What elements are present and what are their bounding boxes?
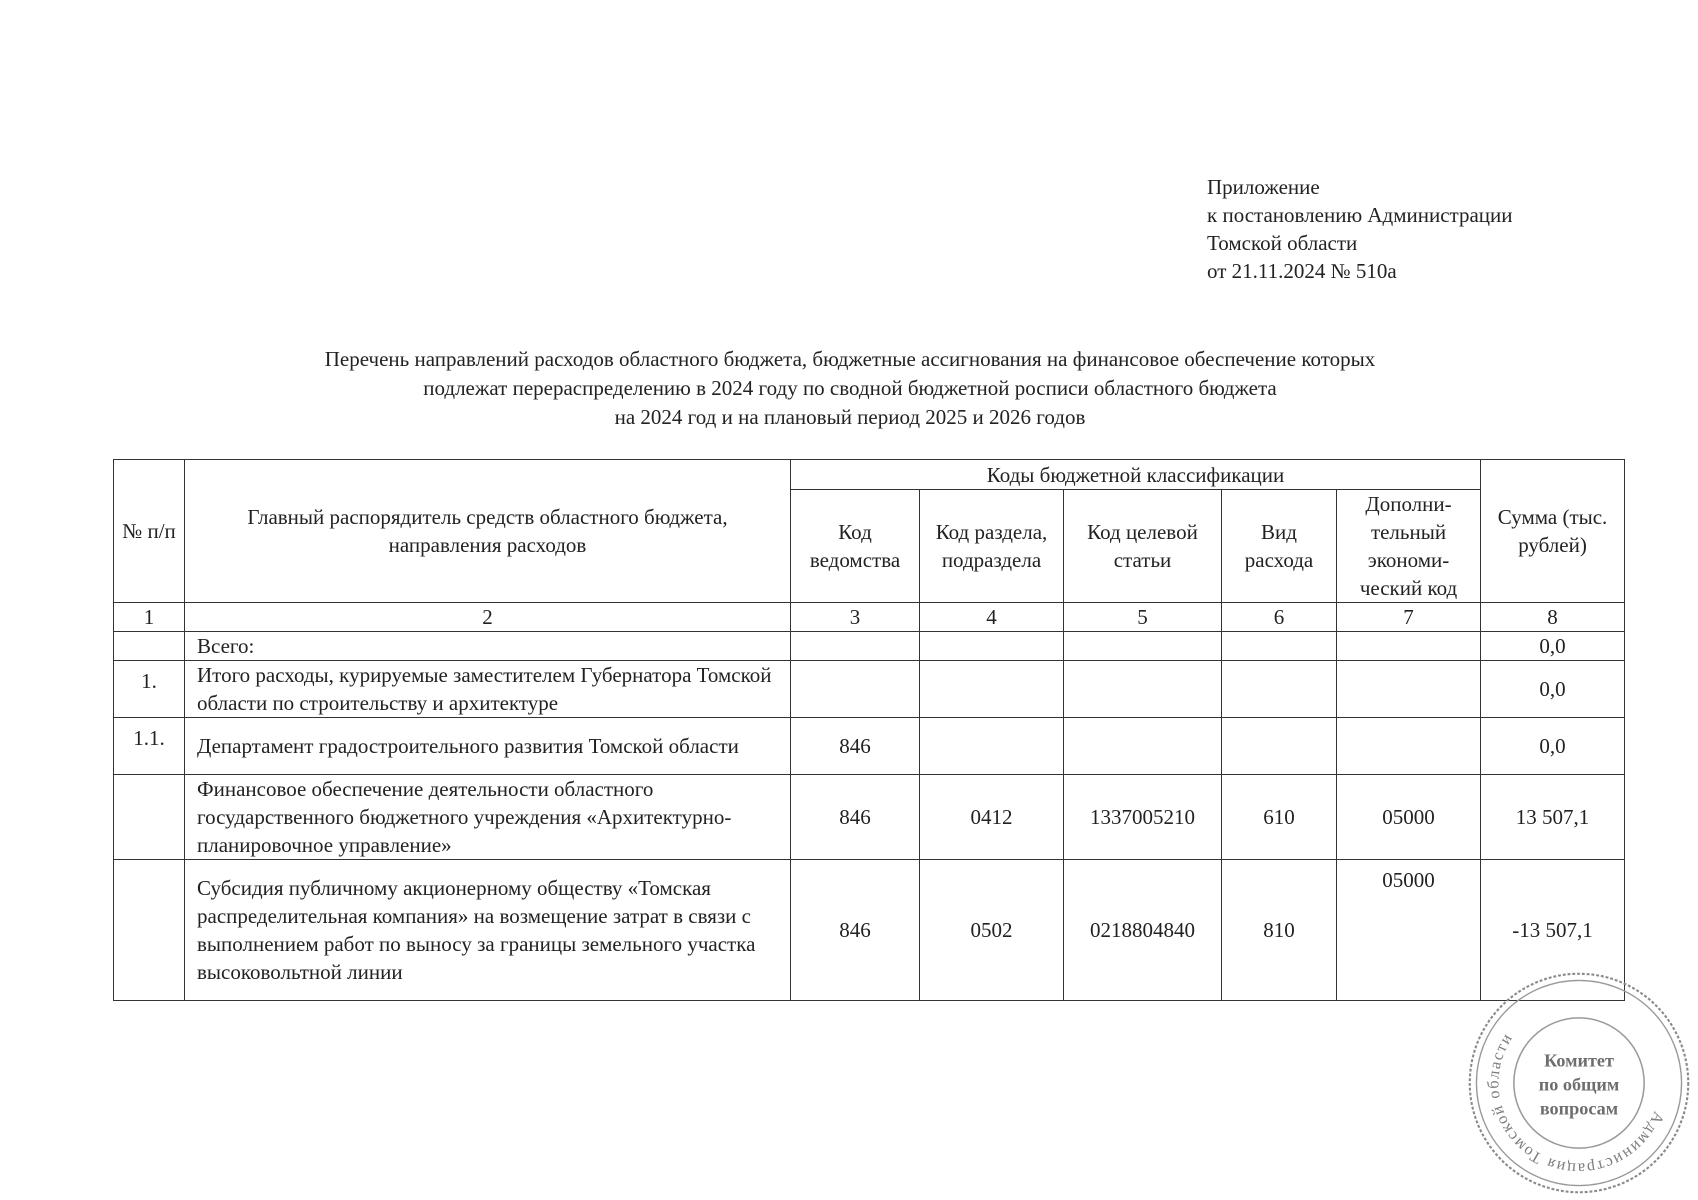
title-line: подлежат перераспределению в 2024 году по сводной бюджетной росписи областного бюджета [423,376,1277,400]
document-title [150,345,1550,432]
row-num [114,775,185,860]
title-line: на 2024 год и на плановый период 2025 и 2026 годов [614,405,1086,429]
table-row [114,775,1625,860]
col-number: 8 [1481,603,1625,632]
title-line: Перечень направлений расходов областного бюджета, бюджетные ассигнования на финансовое обеспечение которых [324,347,1376,371]
row-name: Департамент градостроительного развития Томской области [185,718,791,775]
row-sum: 0,0 [1481,718,1625,775]
header-section: Код раздела, подраздела [920,490,1064,603]
row-econ [1337,632,1481,661]
row-econ [1337,661,1481,718]
row-sum: 13 507,1 [1481,775,1625,860]
stamp-center-line: вопросам [1539,1098,1619,1119]
row-target [1064,661,1222,718]
stamp-ring-text: Администрация Томской области [1483,1028,1669,1179]
attachment-line: к постановлению Администрации [1207,203,1513,227]
row-dept: 846 [791,775,920,860]
table-row [114,661,1625,718]
col-number: 3 [791,603,920,632]
header-num: № п/п [114,460,185,603]
header-exp-type: Вид расхода [1222,490,1337,603]
col-number: 2 [185,603,791,632]
col-number: 4 [920,603,1064,632]
row-exp-type: 810 [1222,860,1337,1001]
table-row [114,718,1625,775]
row-exp-type [1222,718,1337,775]
attachment-line: Приложение [1207,175,1320,199]
row-num: 1.1. [114,718,185,775]
stamp-center-line: Комитет [1544,1050,1614,1071]
row-sum: 0,0 [1481,661,1625,718]
header-dept: Код ведомства [791,490,920,603]
official-stamp [1464,968,1694,1198]
column-number-row [114,603,1625,632]
row-name: Всего: [185,632,791,661]
row-section [920,661,1064,718]
row-target [1064,632,1222,661]
row-exp-type: 610 [1222,775,1337,860]
header-sum: Сумма (тыс. рублей) [1481,460,1625,603]
header-name: Главный распорядитель средств областного бюджета, направления расходов [185,460,791,603]
header-target: Код целевой статьи [1064,490,1222,603]
row-sum: -13 507,1 [1481,860,1625,1001]
row-num [114,632,185,661]
stamp-center-line: по общим [1538,1074,1620,1095]
col-number: 7 [1337,603,1481,632]
row-num [114,860,185,1001]
row-dept [791,632,920,661]
table-row [114,860,1625,1001]
row-econ: 05000 [1337,775,1481,860]
row-exp-type [1222,661,1337,718]
header-econ: Дополни-тельный экономи-ческий код [1337,490,1481,603]
header-row [114,460,1625,490]
row-num: 1. [114,661,185,718]
row-section [920,632,1064,661]
row-section [920,718,1064,775]
row-sum: 0,0 [1481,632,1625,661]
row-dept [791,661,920,718]
col-number: 5 [1064,603,1222,632]
row-econ [1337,718,1481,775]
table-row [114,632,1625,661]
row-dept: 846 [791,860,920,1001]
row-target: 0218804840 [1064,860,1222,1001]
header-codes-group: Коды бюджетной классификации [791,460,1481,490]
attachment-block [1207,173,1513,285]
row-target: 1337005210 [1064,775,1222,860]
row-exp-type [1222,632,1337,661]
row-name: Итого расходы, курируемые заместителем Губернатора Томской области по строительству и архитектуре [185,661,791,718]
expenses-table [113,459,1625,1001]
col-number: 6 [1222,603,1337,632]
row-section: 0502 [920,860,1064,1001]
attachment-line: Томской области [1207,231,1358,255]
row-name: Финансовое обеспечение деятельности областного государственного бюджетного учреждения «Архитектурно-планировочное управление» [185,775,791,860]
col-number: 1 [114,603,185,632]
row-name: Субсидия публичному акционерному обществу «Томская распределительная компания» на возмещение затрат в связи с выполнением работ по выносу за границы земельного участка высоковольтной линии [185,860,791,1001]
row-section: 0412 [920,775,1064,860]
row-target [1064,718,1222,775]
row-econ: 05000 [1337,860,1481,1001]
attachment-line: от 21.11.2024 № 510а [1207,259,1397,283]
row-dept: 846 [791,718,920,775]
